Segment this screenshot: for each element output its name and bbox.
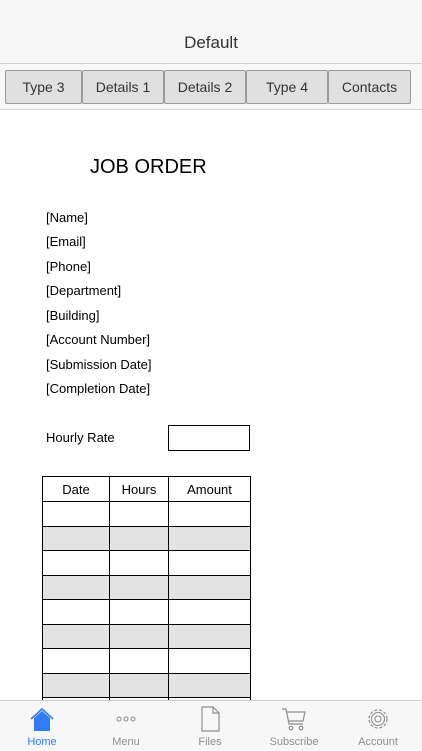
column-header-hours: Hours [110, 477, 169, 502]
table-row [43, 526, 251, 551]
table-cell[interactable] [110, 502, 169, 527]
home-icon [0, 706, 84, 732]
segmented-tab-bar [0, 64, 422, 110]
tab-account[interactable] [336, 701, 420, 751]
table-row [43, 575, 251, 600]
tab-subscribe[interactable] [252, 701, 336, 751]
tab-menu[interactable] [84, 701, 168, 751]
more-icon [84, 706, 168, 732]
field-submission-date: [Submission Date] [46, 357, 152, 372]
table-cell[interactable] [110, 673, 169, 698]
tab-files[interactable] [168, 701, 252, 751]
table-cell[interactable] [169, 526, 251, 551]
table-cell[interactable] [169, 575, 251, 600]
table-cell[interactable] [169, 649, 251, 674]
cart-icon [252, 706, 336, 732]
table-row [43, 551, 251, 576]
table-row [43, 649, 251, 674]
column-header-amount: Amount [169, 477, 251, 502]
field-phone: [Phone] [46, 259, 91, 274]
table-cell[interactable] [43, 600, 110, 625]
tab-details-1[interactable]: Details 1 [82, 70, 164, 104]
table-cell[interactable] [43, 502, 110, 527]
table-cell[interactable] [169, 673, 251, 698]
table-cell[interactable] [43, 551, 110, 576]
field-department: [Department] [46, 283, 122, 298]
tab-details-2[interactable]: Details 2 [164, 70, 246, 104]
hourly-rate-label: Hourly Rate [46, 430, 115, 445]
field-name: [Name] [46, 210, 88, 225]
table-row [43, 673, 251, 698]
table-cell[interactable] [43, 649, 110, 674]
field-building: [Building] [46, 308, 100, 323]
tab-menu-label: Menu [112, 736, 140, 748]
field-email: [Email] [46, 234, 86, 249]
table-cell[interactable] [43, 575, 110, 600]
table-cell[interactable] [43, 673, 110, 698]
bottom-tab-bar [0, 700, 422, 750]
table-cell[interactable] [169, 600, 251, 625]
tab-type-3[interactable]: Type 3 [5, 70, 82, 104]
table-header-row [43, 477, 251, 502]
table-cell[interactable] [110, 526, 169, 551]
table-cell[interactable] [169, 551, 251, 576]
table-cell[interactable] [110, 649, 169, 674]
file-icon [168, 706, 252, 732]
hourly-rate-input[interactable] [168, 425, 250, 451]
tab-home-label: Home [27, 736, 57, 748]
navigation-bar [0, 0, 422, 64]
field-account-number: [Account Number] [46, 332, 151, 347]
document-title: JOB ORDER [90, 156, 207, 178]
gear-icon [336, 706, 420, 732]
tab-home[interactable] [0, 701, 84, 751]
tab-subscribe-label: Subscribe [269, 736, 319, 748]
table-cell[interactable] [169, 502, 251, 527]
time-table [42, 476, 251, 723]
table-cell[interactable] [169, 624, 251, 649]
table-cell[interactable] [110, 575, 169, 600]
table-cell[interactable] [110, 624, 169, 649]
table-cell[interactable] [110, 600, 169, 625]
table-row [43, 624, 251, 649]
tab-account-label: Account [358, 736, 398, 748]
tab-files-label: Files [198, 736, 222, 748]
table-row [43, 600, 251, 625]
table-cell[interactable] [43, 526, 110, 551]
table-cell[interactable] [43, 624, 110, 649]
column-header-date: Date [43, 477, 110, 502]
page-title: Default [184, 33, 238, 52]
field-completion-date: [Completion Date] [46, 381, 151, 396]
table-cell[interactable] [110, 551, 169, 576]
tab-contacts[interactable]: Contacts [328, 70, 411, 104]
tab-type-4[interactable]: Type 4 [246, 70, 328, 104]
table-row [43, 502, 251, 527]
